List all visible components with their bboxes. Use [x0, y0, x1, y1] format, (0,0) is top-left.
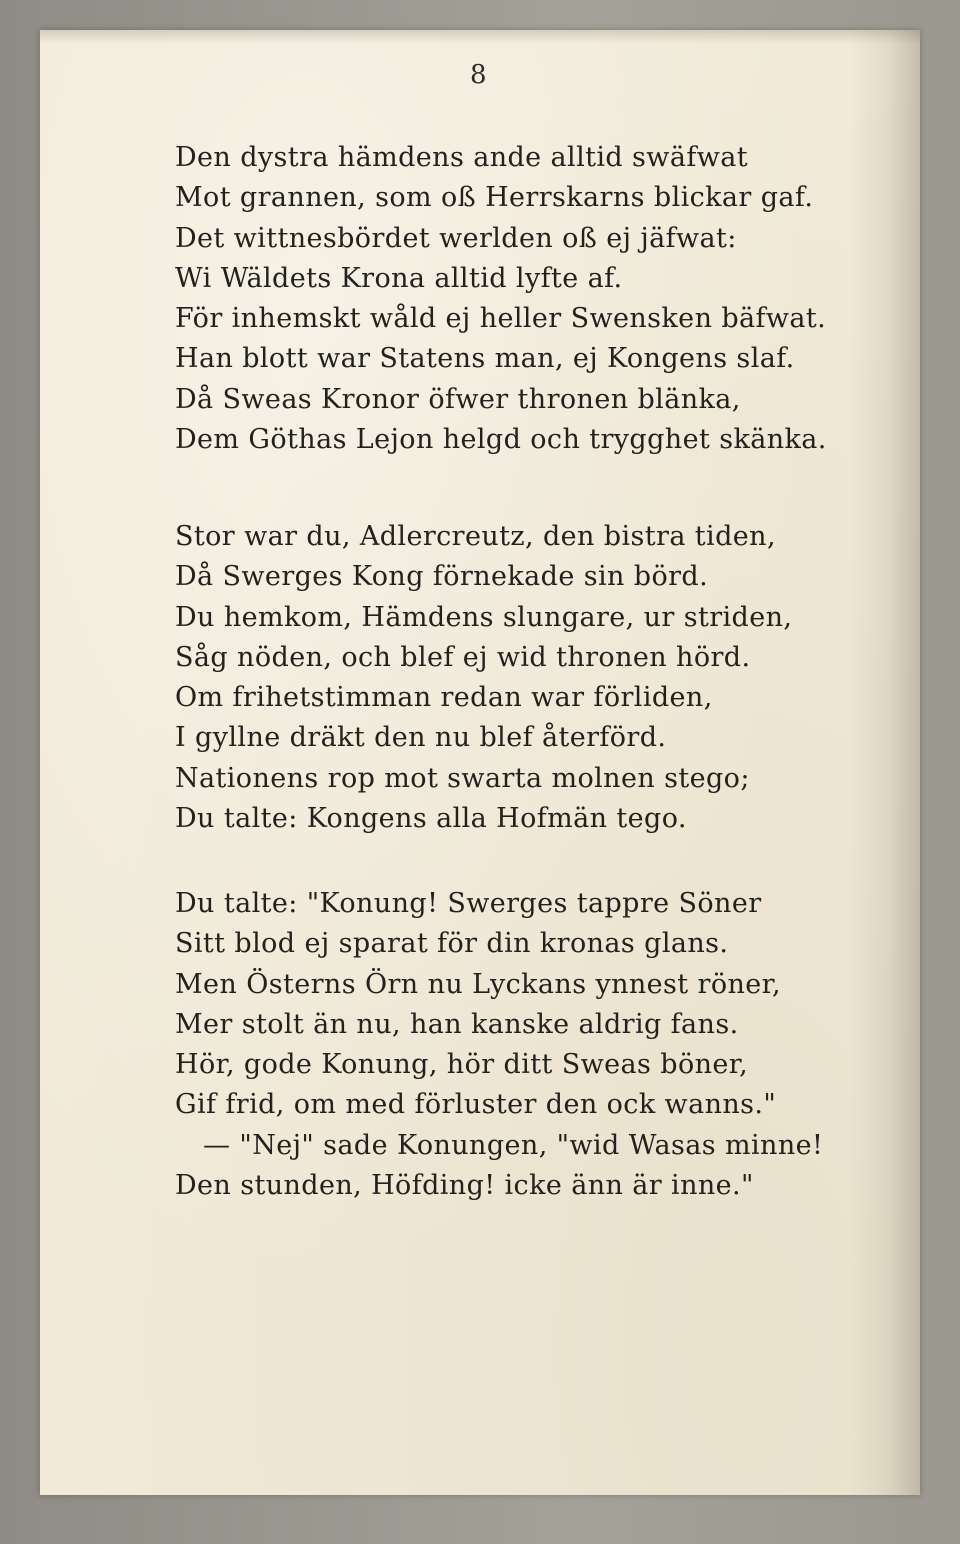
stanza-1 — [175, 138, 875, 460]
verse-line: Stor war du, Adlercreutz, den bistra tiden, — [175, 521, 776, 552]
verse-line: Då Sweas Kronor öfwer thronen blänka, — [175, 383, 741, 415]
page-top-edge — [40, 30, 920, 44]
verse-line: Han blott war Statens man, ej Kongens slaf. — [175, 343, 795, 375]
verse-line: Gif frid, om med förluster den ock wanns." — [175, 1089, 777, 1121]
stanza-2 — [175, 517, 875, 839]
verse-line: Såg nöden, och blef ej wid thronen hörd. — [175, 641, 751, 673]
verse-line: Du talte: "Konung! Swerges tappre Söner — [175, 888, 762, 919]
verse-line: Den dystra hämdens ande alltid swäfwat — [175, 142, 748, 173]
verse-line: Hör, gode Konung, hör ditt Sweas böner, — [175, 1049, 749, 1081]
verse-line: Wi Wäldets Krona alltid lyfte af. — [175, 262, 623, 294]
verse-line: Dem Göthas Lejon helgd och trygghet skänka. — [175, 424, 827, 456]
verse-line: Om frihetstimman redan war förliden, — [175, 682, 713, 714]
verse-line: Nationens rop mot swarta molnen stego; — [175, 762, 750, 794]
verse-line: Då Swerges Kong förnekade sin börd. — [175, 561, 709, 593]
verse-line: Du talte: Kongens alla Hofmän tego. — [175, 803, 687, 835]
verse-line: Men Österns Örn nu Lyckans ynnest röner, — [175, 968, 781, 1000]
verse-line: — "Nej" sade Konungen, "wid Wasas minne! — [203, 1129, 824, 1161]
verse-line: För inhemskt wåld ej heller Swensken bäfwat. — [175, 303, 827, 335]
verse-line: Sitt blod ej sparat för din kronas glans. — [175, 928, 729, 960]
verse-line: Mer stolt än nu, han kanske aldrig fans. — [175, 1008, 739, 1040]
stanza-3 — [175, 884, 875, 1206]
page-number: 8 — [470, 60, 487, 90]
verse-line: Mot grannen, som oß Herrskarns blickar gaf. — [175, 182, 814, 214]
verse-line: Det wittnesbördet werlden oß ej jäfwat: — [175, 222, 737, 254]
verse-line: Du hemkom, Hämdens slungare, ur striden, — [175, 601, 793, 633]
verse-line: I gyllne dräkt den nu blef återförd. — [175, 722, 667, 754]
verse-line: Den stunden, Höfding! icke änn är inne." — [175, 1170, 754, 1202]
